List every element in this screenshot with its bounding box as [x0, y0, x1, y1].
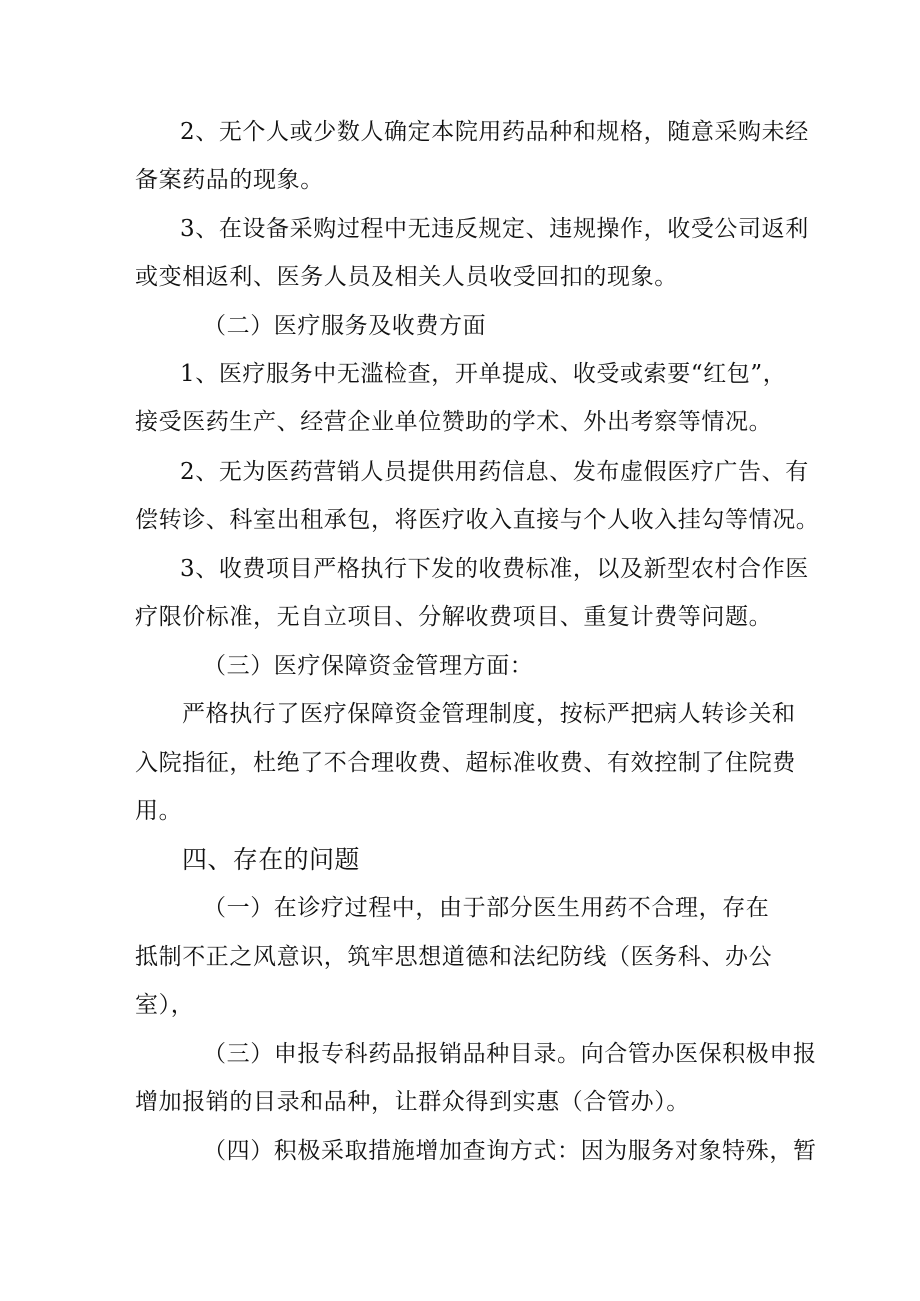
paragraph-line: 室），: [135, 992, 195, 1018]
paragraph-line: 用。: [135, 798, 183, 824]
paragraph-line: 疗限价标准，无自立项目、分解收费项目、重复计费等问题。: [135, 604, 773, 630]
paragraph-line: 增加报销的目录和品种，让群众得到实惠（合管办）。: [135, 1089, 690, 1115]
paragraph-line: 抵制不正之风意识，筑牢思想道德和法纪防线（医务科、办公: [135, 944, 773, 970]
paragraph-line: 接受医药生产、经营企业单位赞助的学术、外出考察等情况。: [135, 409, 773, 435]
paragraph-line: 2、无个人或少数人确定本院用药品种和规格，随意采购未经: [180, 119, 809, 145]
paragraph-line: 3、在设备采购过程中无违反规定、违规操作，收受公司返利: [180, 216, 809, 242]
paragraph-line: 入院指征，杜绝了不合理收费、超标准收费、有效控制了住院费: [135, 750, 796, 776]
paragraph-line: （一）在诊疗过程中，由于部分医生用药不合理，存在: [203, 895, 770, 921]
paragraph-line: 备案药品的现象。: [135, 167, 324, 193]
paragraph-line: 或变相返利、医务人员及相关人员收受回扣的现象。: [135, 264, 678, 290]
paragraph-line: 3、收费项目严格执行下发的收费标准，以及新型农村合作医: [180, 556, 809, 582]
section-subheading: （二）医疗服务及收费方面: [203, 313, 487, 339]
paragraph-line: 2、无为医药营销人员提供用药信息、发布虚假医疗广告、有: [180, 459, 809, 485]
paragraph-line: （三）申报专科药品报销品种目录。向合管办医保积极申报: [203, 1041, 817, 1067]
paragraph-line: 严格执行了医疗保障资金管理制度，按标严把病人转诊关和: [182, 701, 796, 727]
section-subheading: （三）医疗保障资金管理方面：: [203, 653, 534, 679]
paragraph-line: （四）积极采取措施增加查询方式：因为服务对象特殊，暂: [203, 1138, 817, 1164]
paragraph-line: 偿转诊、科室出租承包，将医疗收入直接与个人收入挂勾等情况。: [135, 507, 820, 533]
paragraph-line: 1、医疗服务中无滥检查，开单提成、收受或索要“红包”，: [180, 361, 787, 387]
section-heading: 四、存在的问题: [182, 845, 360, 874]
